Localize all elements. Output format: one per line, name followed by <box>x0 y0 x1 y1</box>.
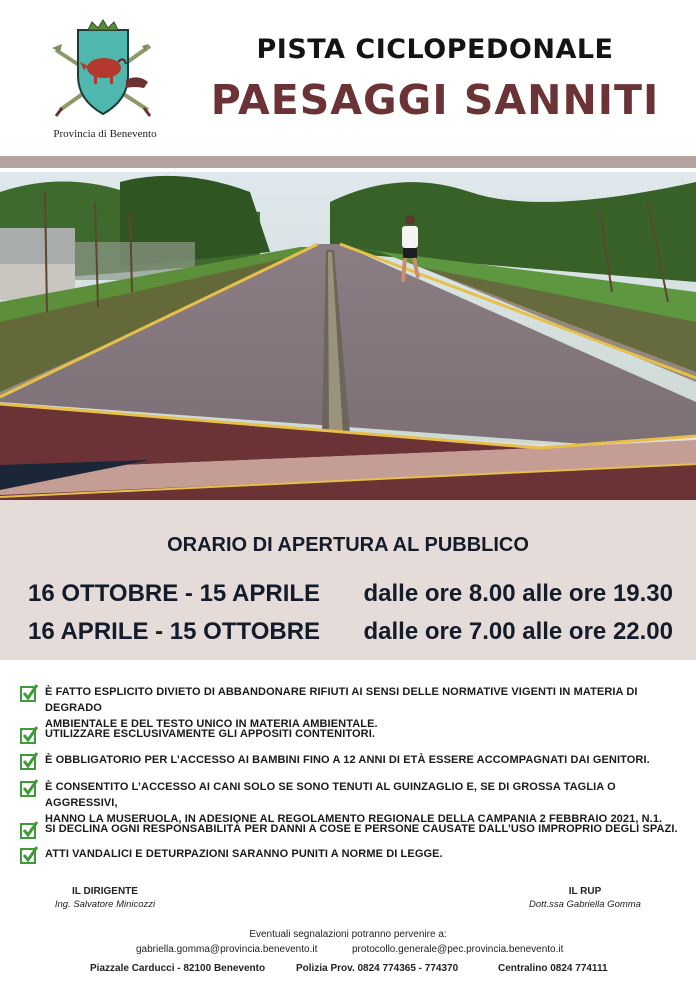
checkmark-icon <box>20 821 39 840</box>
poster-subtitle: PAESAGGI SANNITI <box>210 76 660 124</box>
rule-text: SI DECLINA OGNI RESPONSABILITÀ PER DANNI A COSE E PERSONE CAUSATE DALL’USO IMPROPRIO DEGLI SPAZI. <box>45 823 678 835</box>
checkmark-icon <box>20 752 39 771</box>
hours-time: dalle ore 8.00 alle ore 19.30 <box>363 580 673 607</box>
hours-period: 16 OTTOBRE - 15 APRILE <box>28 580 321 607</box>
rule-text: È CONSENTITO L’ACCESSO AI CANI SOLO SE SONO TENUTI AL GUINZAGLIO E, SE DI GROSSA TAGLIA O AGGRESSIVI, HANNO LA MUSERUOLA, IN ADESIONE AL REGOLAMENTO REGIONALE DELLA CAMPANIA 2 FEBBRAIO 2021, N.1. <box>45 781 663 825</box>
hours-period: 16 APRILE - 15 OTTOBRE <box>28 618 321 645</box>
rule-item <box>20 684 680 732</box>
footer-switchboard-phone: Centralino 0824 774111 <box>498 963 608 974</box>
footer-address: Piazzale Carducci - 82100 Benevento <box>90 963 266 974</box>
rule-text: UTILIZZARE ESCLUSIVAMENTE GLI APPOSITI CONTENITORI. <box>45 728 376 740</box>
checkmark-icon <box>20 846 39 865</box>
hours-time: dalle ore 7.00 alle ore 22.00 <box>363 618 673 645</box>
signature-dirigente: IL DIRIGENTE Ing. Salvatore Minicozzi <box>54 886 156 910</box>
rule-item <box>20 846 680 862</box>
rule-text: È FATTO ESPLICITO DIVIETO DI ABBANDONARE RIFIUTI AI SENSI DELLE NORMATIVE VIGENTI IN MATERIA DI DEGRADO AMBIENTALE E DEL TESTO UNICO IN MATERIA AMBIENTALE. <box>45 686 638 730</box>
rule-text: ATTI VANDALICI E DETURPAZIONI SARANNO PUNITI A NORME DI LEGGE. <box>45 848 443 860</box>
rule-text: È OBBLIGATORIO PER L’ACCESSO AI BAMBINI FINO A 12 ANNI DI ETÀ ESSERE ACCOMPAGNATI DAI GENITORI. <box>45 754 650 766</box>
checkmark-icon <box>20 726 39 745</box>
checkmark-icon <box>20 779 39 798</box>
header-divider <box>0 156 696 168</box>
poster-title: PISTA CICLOPEDONALE <box>256 34 614 65</box>
rule-item <box>20 779 680 827</box>
province-crest-icon <box>48 18 158 126</box>
rule-item <box>20 752 680 768</box>
hours-row <box>28 580 673 610</box>
footer-email-2[interactable]: protocollo.generale@pec.provincia.benevento.it <box>352 944 564 955</box>
rule-item <box>20 726 680 742</box>
footer-email-1[interactable]: gabriella.gomma@provincia.benevento.it <box>136 944 318 955</box>
opening-hours-title: ORARIO DI APERTURA AL PUBBLICO <box>167 534 529 556</box>
checkmark-icon <box>20 684 39 703</box>
signature-rup: IL RUP Dott.ssa Gabriella Gomma <box>529 886 641 910</box>
province-name: Provincia di Benevento <box>53 128 157 140</box>
footer-intro: Eventuali segnalazioni potranno pervenire a: <box>249 929 447 940</box>
footer-police-phone: Polizia Prov. 0824 774365 - 774370 <box>296 963 459 974</box>
rule-item <box>20 821 680 837</box>
hours-row <box>28 618 673 648</box>
